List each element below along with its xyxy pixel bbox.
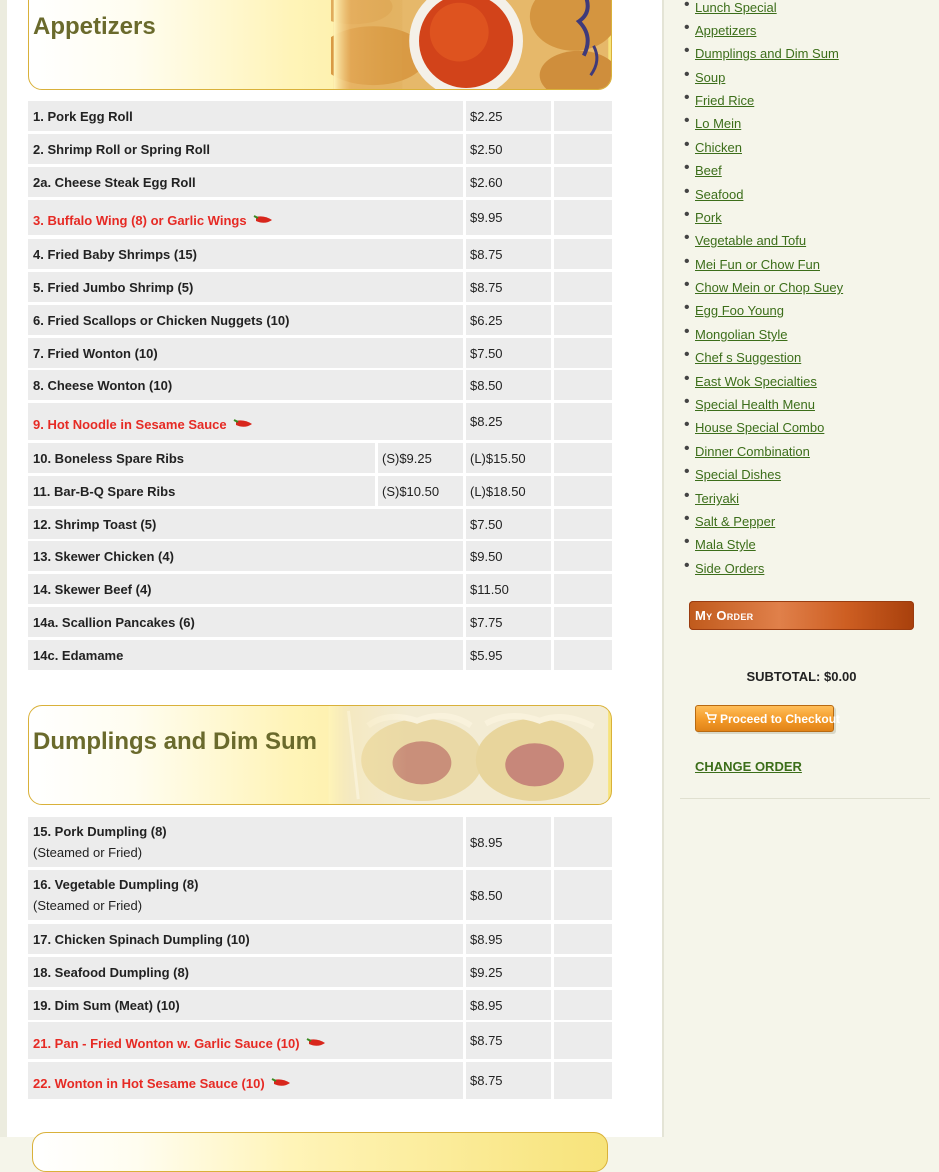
category-link[interactable]: Seafood — [695, 187, 744, 202]
menu-item-name: 1. Pork Egg Roll — [33, 109, 133, 124]
add-to-order-cell[interactable] — [554, 338, 612, 368]
menu-item-price-large: (L)$15.50 — [470, 451, 526, 466]
menu-item-price: $8.75 — [470, 247, 503, 262]
bullet-icon: • — [684, 440, 690, 457]
my-order-title: My Order — [695, 608, 754, 623]
category-link[interactable]: Lunch Special — [695, 0, 777, 15]
add-to-order-cell[interactable] — [554, 370, 612, 400]
section-title: Dumplings and Dim Sum — [33, 728, 318, 755]
order-subtotal: SUBTOTAL: $0.00 — [746, 669, 857, 684]
category-link[interactable]: Egg Foo Young — [695, 303, 784, 318]
menu-item-name: 22. Wonton in Hot Sesame Sauce (10) — [33, 1076, 293, 1091]
menu-item-name: 14a. Scallion Pancakes (6) — [33, 615, 195, 630]
column-divider — [662, 0, 664, 1137]
category-link[interactable]: Appetizers — [695, 23, 757, 38]
bullet-icon: • — [684, 19, 690, 36]
menu-item-name: 18. Seafood Dumpling (8) — [33, 965, 190, 980]
menu-item-name: 13. Skewer Chicken (4) — [33, 549, 174, 564]
menu-item-price: $6.25 — [470, 313, 503, 328]
menu-item-row[interactable] — [28, 134, 612, 164]
dumplings-photo — [326, 706, 611, 804]
menu-item-row[interactable] — [28, 574, 612, 604]
add-to-order-cell[interactable] — [554, 134, 612, 164]
checkout-label: Proceed to Checkout — [720, 712, 841, 726]
bullet-icon: • — [684, 66, 690, 83]
change-order-link[interactable]: CHANGE ORDER — [695, 759, 802, 774]
section-banner-dumplings — [28, 705, 612, 805]
menu-item-price: $8.25 — [470, 414, 503, 429]
menu-item-price: $2.25 — [470, 109, 503, 124]
bullet-icon: • — [684, 299, 690, 316]
menu-item-price-small: (S)$9.25 — [382, 451, 432, 466]
category-link[interactable]: Lo Mein — [695, 116, 742, 131]
menu-item-price: $8.75 — [470, 1033, 503, 1048]
category-link[interactable]: East Wok Specialties — [695, 374, 817, 389]
add-to-order-cell[interactable] — [554, 990, 612, 1020]
category-link[interactable]: Soup — [695, 70, 726, 85]
add-to-order-cell[interactable] — [554, 305, 612, 335]
menu-item-row[interactable] — [28, 101, 612, 131]
bullet-icon: • — [684, 136, 690, 153]
section-title: Appetizers — [33, 13, 156, 40]
add-to-order-cell[interactable] — [554, 200, 612, 235]
bullet-icon: • — [684, 276, 690, 293]
menu-item-price: $2.50 — [470, 142, 503, 157]
add-to-order-cell[interactable] — [554, 101, 612, 131]
menu-item-name: 21. Pan - Fried Wonton w. Garlic Sauce (10) — [33, 1036, 328, 1051]
proceed-to-checkout-button[interactable] — [695, 705, 841, 732]
menu-item-price: $8.95 — [470, 835, 503, 850]
category-link[interactable]: Special Health Menu — [695, 397, 815, 412]
menu-item-row[interactable] — [28, 541, 612, 571]
menu-item-price: $8.75 — [470, 1073, 503, 1088]
bullet-icon: • — [684, 0, 690, 13]
category-link[interactable]: Mongolian Style — [695, 327, 788, 342]
menu-item-name: 14c. Edamame — [33, 648, 124, 663]
category-link[interactable]: Dinner Combination — [695, 444, 810, 459]
category-link[interactable]: Mei Fun or Chow Fun — [695, 257, 820, 272]
category-link[interactable]: Mala Style — [695, 537, 756, 552]
menu-item-price: $8.50 — [470, 888, 503, 903]
category-link[interactable]: Pork — [695, 210, 722, 225]
page-left-strip — [0, 0, 7, 1137]
menu-item-row-spicy[interactable] — [28, 1062, 612, 1099]
bullet-icon: • — [684, 393, 690, 410]
menu-item-row[interactable] — [28, 370, 612, 400]
appetizers-photo — [331, 0, 611, 89]
menu-item-price: $7.75 — [470, 615, 503, 630]
menu-item-name: 2a. Cheese Steak Egg Roll — [33, 175, 196, 190]
menu-item-row[interactable] — [28, 272, 612, 302]
menu-item-row[interactable] — [28, 870, 612, 920]
menu-item-name: 16. Vegetable Dumpling (8) — [33, 877, 199, 892]
bullet-icon: • — [684, 416, 690, 433]
menu-item-name: 15. Pork Dumpling (8) — [33, 824, 167, 839]
menu-item-note: (Steamed or Fried) — [33, 845, 143, 860]
menu-item-row[interactable] — [28, 338, 612, 368]
category-link[interactable]: Dumplings and Dim Sum — [695, 46, 839, 61]
bullet-icon: • — [684, 463, 690, 480]
menu-item-price-large: (L)$18.50 — [470, 484, 526, 499]
menu-item-name: 7. Fried Wonton (10) — [33, 346, 158, 361]
chili-pepper-icon — [253, 214, 275, 226]
chili-pepper-icon — [306, 1037, 328, 1049]
bullet-icon: • — [684, 183, 690, 200]
add-to-order-cell[interactable] — [554, 957, 612, 987]
menu-item-name: 6. Fried Scallops or Chicken Nuggets (10) — [33, 313, 290, 328]
section-banner-appetizers — [28, 0, 612, 90]
menu-item-price: $9.25 — [470, 965, 503, 980]
bullet-icon: • — [684, 89, 690, 106]
section-banner-next — [32, 1132, 608, 1172]
menu-item-name: 19. Dim Sum (Meat) (10) — [33, 998, 180, 1013]
add-to-order-cell[interactable] — [554, 239, 612, 269]
category-link[interactable]: Chow Mein or Chop Suey — [695, 280, 844, 295]
bullet-icon: • — [684, 346, 690, 363]
add-to-order-cell[interactable] — [554, 1022, 612, 1059]
sidebar-divider — [680, 798, 930, 799]
menu-item-price: $9.95 — [470, 210, 503, 225]
bullet-icon: • — [684, 487, 690, 504]
bullet-icon: • — [684, 253, 690, 270]
menu-item-name: 8. Cheese Wonton (10) — [33, 378, 173, 393]
bullet-icon: • — [684, 229, 690, 246]
menu-item-name: 17. Chicken Spinach Dumpling (10) — [33, 932, 250, 947]
category-link[interactable]: Beef — [695, 163, 722, 178]
menu-item-price: $8.95 — [470, 932, 503, 947]
menu-item-row[interactable] — [28, 239, 612, 269]
menu-item-row[interactable] — [28, 607, 612, 637]
menu-item-row-sized[interactable] — [28, 443, 612, 473]
menu-item-price: $2.60 — [470, 175, 503, 190]
chili-pepper-icon — [271, 1077, 293, 1089]
add-to-order-cell[interactable] — [554, 541, 612, 571]
menu-item-price: $5.95 — [470, 648, 503, 663]
bullet-icon: • — [684, 323, 690, 340]
category-link[interactable]: Fried Rice — [695, 93, 755, 108]
add-to-order-cell[interactable] — [554, 1062, 612, 1099]
category-link[interactable]: Chef s Suggestion — [695, 350, 802, 365]
category-link[interactable]: Teriyaki — [695, 491, 740, 506]
menu-item-price: $8.75 — [470, 280, 503, 295]
category-link[interactable]: Salt & Pepper — [695, 514, 776, 529]
menu-item-price: $8.50 — [470, 378, 503, 393]
menu-item-row[interactable] — [28, 640, 612, 670]
bullet-icon: • — [684, 112, 690, 129]
add-to-order-cell[interactable] — [554, 607, 612, 637]
chili-pepper-icon — [233, 418, 255, 430]
category-link[interactable]: Chicken — [695, 140, 742, 155]
menu-item-row-spicy[interactable] — [28, 1022, 612, 1059]
my-order-header — [689, 601, 914, 630]
add-to-order-cell[interactable] — [554, 924, 612, 954]
shopping-cart-icon — [704, 711, 717, 724]
bullet-icon: • — [684, 206, 690, 223]
menu-item-name: 10. Boneless Spare Ribs — [33, 451, 185, 466]
add-to-order-cell[interactable] — [554, 640, 612, 670]
menu-item-row[interactable] — [28, 924, 612, 954]
add-to-order-cell[interactable] — [554, 443, 612, 473]
category-link[interactable]: Vegetable and Tofu — [695, 233, 807, 248]
menu-item-price: $8.95 — [470, 998, 503, 1013]
add-to-order-cell[interactable] — [554, 817, 612, 867]
category-link[interactable]: House Special Combo — [695, 420, 825, 435]
menu-item-price: $7.50 — [470, 346, 503, 361]
menu-item-row-spicy[interactable] — [28, 200, 612, 235]
menu-item-row[interactable] — [28, 167, 612, 197]
bullet-icon: • — [684, 510, 690, 527]
add-to-order-cell[interactable] — [554, 574, 612, 604]
menu-item-price: $9.50 — [470, 549, 503, 564]
bullet-icon: • — [684, 533, 690, 550]
bullet-icon: • — [684, 159, 690, 176]
menu-item-note: (Steamed or Fried) — [33, 898, 143, 913]
category-link[interactable]: Special Dishes — [695, 467, 781, 482]
menu-item-price: $11.50 — [470, 582, 509, 597]
menu-item-name: 12. Shrimp Toast (5) — [33, 517, 157, 532]
menu-item-row[interactable] — [28, 990, 612, 1020]
menu-item-row[interactable] — [28, 957, 612, 987]
menu-item-name: 2. Shrimp Roll or Spring Roll — [33, 142, 210, 157]
bullet-icon: • — [684, 557, 690, 574]
menu-item-row[interactable] — [28, 509, 612, 539]
menu-item-name: 9. Hot Noodle in Sesame Sauce — [33, 417, 255, 432]
menu-item-row[interactable] — [28, 305, 612, 335]
menu-item-name: 4. Fried Baby Shrimps (15) — [33, 247, 197, 262]
menu-item-name: 3. Buffalo Wing (8) or Garlic Wings — [33, 213, 275, 228]
add-to-order-cell[interactable] — [554, 509, 612, 539]
menu-item-row-sized[interactable] — [28, 476, 612, 506]
menu-item-row-spicy[interactable] — [28, 403, 612, 440]
menu-item-price-small: (S)$10.50 — [382, 484, 440, 499]
bullet-icon: • — [684, 42, 690, 59]
menu-item-price: $7.50 — [470, 517, 503, 532]
menu-item-name: 5. Fried Jumbo Shrimp (5) — [33, 280, 194, 295]
add-to-order-cell[interactable] — [554, 272, 612, 302]
add-to-order-cell[interactable] — [554, 476, 612, 506]
add-to-order-cell[interactable] — [554, 870, 612, 920]
menu-item-name: 14. Skewer Beef (4) — [33, 582, 152, 597]
menu-item-name: 11. Bar-B-Q Spare Ribs — [33, 484, 176, 499]
add-to-order-cell[interactable] — [554, 403, 612, 440]
category-link[interactable]: Side Orders — [695, 561, 765, 576]
bullet-icon: • — [684, 370, 690, 387]
add-to-order-cell[interactable] — [554, 167, 612, 197]
menu-item-row[interactable] — [28, 817, 612, 867]
